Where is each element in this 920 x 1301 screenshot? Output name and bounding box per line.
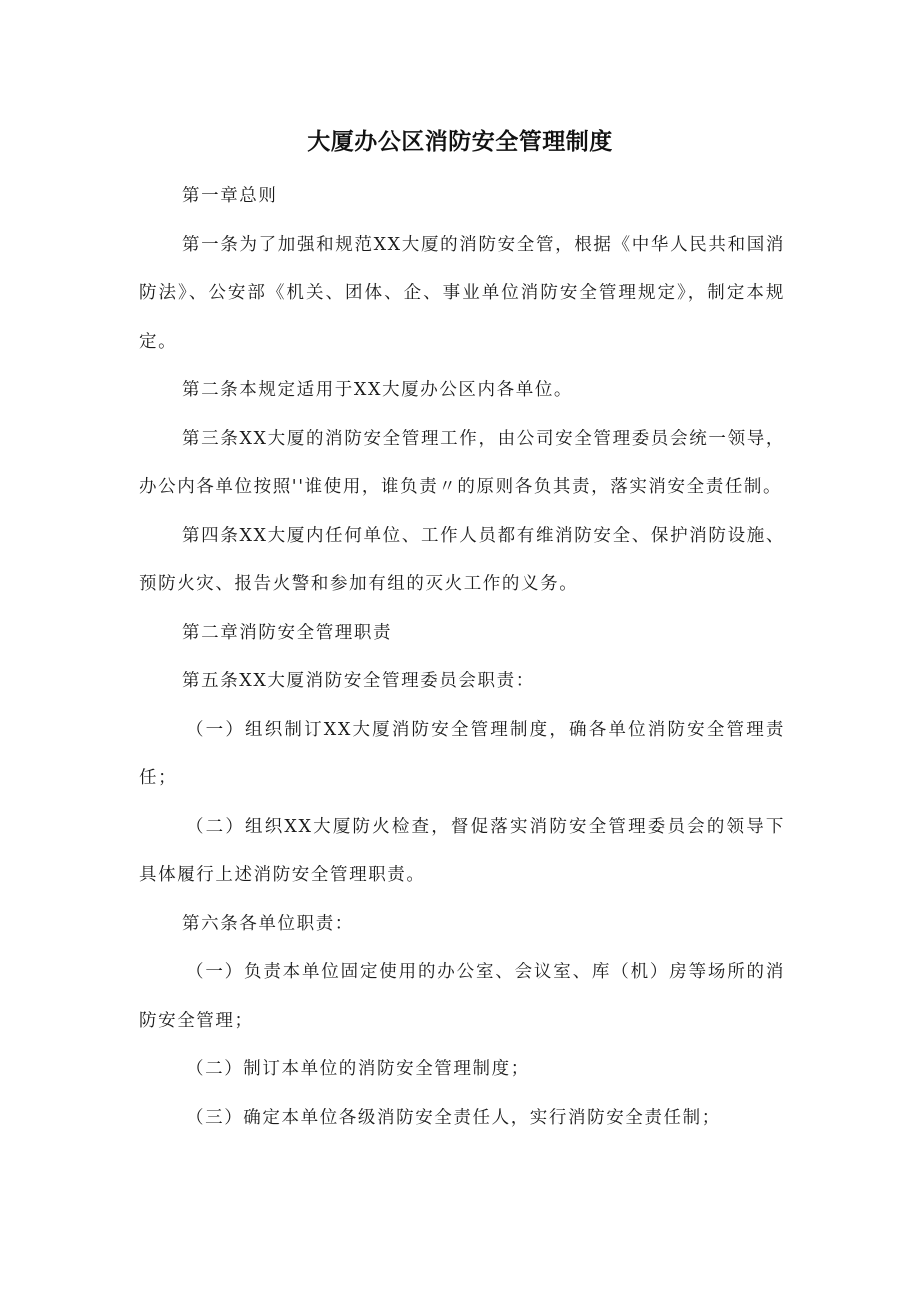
article-paragraph: 第三条XX大厦的消防安全管理工作，由公司安全管理委员会统一领导，办公内各单位按照''谁使用，谁负责〃的原则各负其责，落实消安全责任制。 xyxy=(139,428,785,497)
document-title: 大厦办公区消防安全管理制度 xyxy=(307,129,613,155)
list-item-paragraph: （三）确定本单位各级消防安全责任人，实行消防安全责任制； xyxy=(186,1107,721,1128)
article-paragraph: 第二条本规定适用于XX大厦办公区内各单位。 xyxy=(182,380,574,400)
chapter-heading: 第一章总则 xyxy=(182,186,278,206)
list-item-paragraph: （二）制订本单位的消防安全管理制度； xyxy=(186,1059,530,1079)
chapter-heading: 第二章消防安全管理职责 xyxy=(182,622,393,643)
article-paragraph: 第四条XX大厦内任何单位、工作人员都有维消防安全、保护消防设施、预防火灾、报告火警和参加有组的灭火工作的义务。 xyxy=(139,525,785,594)
list-item-paragraph: （一）组织制订XX大厦消防安全管理制度，确各单位消防安全管理责任； xyxy=(139,719,785,788)
article-paragraph: 第五条XX大厦消防安全管理委员会职责： xyxy=(182,671,535,691)
article-paragraph: 第一条为了加强和规范XX大厦的消防安全管，根据《中华人民共和国消防法》、公安部《机关、团体、企、事业单位消防安全管理规定》，制定本规定。 xyxy=(139,234,785,352)
document-body xyxy=(139,172,785,1142)
list-item-paragraph: （一）负责本单位固定使用的办公室、会议室、库（机）房等场所的消防安全管理； xyxy=(139,962,785,1031)
list-item-paragraph: （二）组织XX大厦防火检查，督促落实消防安全管理委员会的领导下具体履行上述消防安全管理职责。 xyxy=(139,816,785,885)
article-paragraph: 第六条各单位职责： xyxy=(182,913,354,934)
